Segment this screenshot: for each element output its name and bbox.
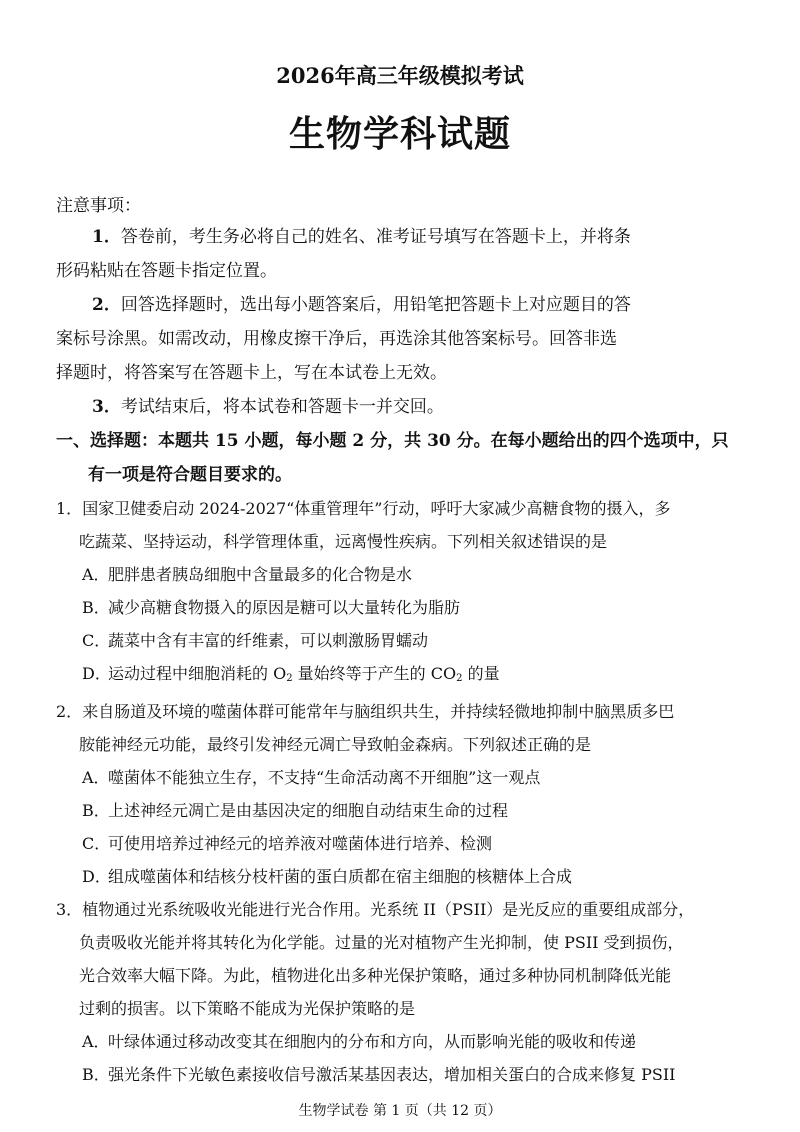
notice-item-3 [56, 390, 744, 424]
notice-item-2 [56, 288, 744, 390]
notice-item-number: 2． [92, 295, 121, 315]
question-1 [56, 492, 744, 695]
question-stem: 国家卫健委启动 2024-2027“体重管理年”行动，呼吁大家减少高糖食物的摄入，多 [82, 499, 671, 518]
question-2 [56, 695, 744, 893]
option-text: 运动过程中细胞消耗的 O [108, 664, 287, 683]
notice-item-number: 3． [92, 397, 121, 417]
section-heading-line: 有一项是符合题目要求的。 [88, 465, 292, 485]
option-letter: B． [82, 801, 110, 820]
notice-item-text: 答卷前，考生务必将自己的姓名、准考证号填写在答题卡上，并将条 [120, 227, 631, 247]
notice-item-text: 择题时，将答案写在答题卡上，写在本试卷上无效。 [56, 363, 447, 383]
question-stem: 吃蔬菜、坚持运动，科学管理体重，远离慢性疾病。下列相关叙述错误的是 [79, 532, 608, 551]
notice-item-text: 回答选择题时，选出每小题答案后，用铅笔把答题卡上对应题目的答 [120, 295, 631, 315]
option-a [56, 1025, 744, 1058]
exam-title: 2026年高三年级模拟考试 [276, 63, 524, 88]
option-d [56, 657, 744, 695]
option-letter: C． [82, 834, 111, 853]
option-letter: B． [82, 1065, 110, 1084]
subject-title: 生物学科试题 [288, 113, 511, 155]
question-stem: 过剩的损害。以下策略不能成为光保护策略的是 [79, 999, 416, 1018]
option-letter: A． [82, 768, 110, 787]
option-text: 蔬菜中含有丰富的纤维素，可以刺激肠胃蠕动 [108, 631, 429, 650]
option-text: 噬菌体不能独立生存，不支持“生命活动离不开细胞”这一观点 [108, 768, 541, 787]
option-letter: C． [82, 631, 111, 650]
option-text: 肥胖患者胰岛细胞中含量最多的化合物是水 [108, 565, 413, 584]
option-letter: D． [82, 664, 111, 683]
option-text: 量始终等于产生的 CO [292, 664, 457, 683]
option-b [56, 794, 744, 827]
option-letter: A． [82, 1032, 110, 1051]
option-text: 的量 [462, 664, 500, 683]
option-text: 叶绿体通过移动改变其在细胞内的分布和方向，从而影响光能的吸收和传递 [108, 1032, 637, 1051]
option-b [56, 1058, 744, 1091]
option-c [56, 624, 744, 657]
option-text: 组成噬菌体和结核分枝杆菌的蛋白质都在宿主细胞的核糖体上合成 [108, 867, 573, 886]
option-text: 可使用培养过神经元的培养液对噬菌体进行培养、检测 [108, 834, 493, 853]
question-number: 3． [56, 900, 83, 919]
question-number: 2． [56, 702, 83, 721]
option-letter: A． [82, 565, 110, 584]
question-stem: 胺能神经元功能，最终引发神经元凋亡导致帕金森病。下列叙述正确的是 [79, 735, 592, 754]
question-3 [56, 893, 744, 1091]
section-heading-line: 一、选择题：本题共 15 小题，每小题 2 分，共 30 分。在每小题给出的四个选项中，只 [56, 431, 729, 451]
subscript: 2 [456, 673, 463, 684]
question-stem: 负责吸收光能并将其转化为化学能。过量的光对植物产生光抑制，使 PSII 受到损伤， [79, 933, 684, 952]
option-c [56, 827, 744, 860]
question-stem: 光合效率大幅下降。为此，植物进化出多种光保护策略，通过多种协同机制降低光能 [79, 966, 672, 985]
question-stem: 来自肠道及环境的噬菌体群可能常年与脑组织共生，并持续轻微地抑制中脑黑质多巴 [82, 702, 675, 721]
subscript: 2 [286, 673, 293, 684]
page-footer: 生物学试卷 第 1 页（共 12 页） [298, 1103, 502, 1119]
option-letter: D． [82, 867, 111, 886]
option-a [56, 558, 744, 591]
notice-item-text: 形码粘贴在答题卡指定位置。 [56, 261, 277, 281]
notice-item-1 [56, 220, 744, 288]
option-text: 上述神经元凋亡是由基因决定的细胞自动结束生命的过程 [108, 801, 509, 820]
section-heading [56, 424, 744, 492]
notice-item-number: 1． [92, 227, 121, 247]
option-text: 减少高糖食物摄入的原因是糖可以大量转化为脂肪 [108, 598, 461, 617]
option-a [56, 761, 744, 794]
notice-item-text: 案标号涂黑。如需改动，用橡皮擦干净后，再选涂其他答案标号。回答非选 [56, 329, 617, 349]
notice-heading: 注意事项： [56, 196, 141, 216]
option-letter: B． [82, 598, 110, 617]
notice-item-text: 考试结束后，将本试卷和答题卡一并交回。 [120, 397, 444, 417]
option-text: 强光条件下光敏色素接收信号激活某基因表达，增加相关蛋白的合成来修复 PSII [108, 1065, 676, 1084]
question-stem: 植物通过光系统吸收光能进行光合作用。光系统 II（PSII）是光反应的重要组成部分， [82, 900, 695, 919]
option-d [56, 860, 744, 893]
question-number: 1． [56, 499, 83, 518]
option-b [56, 591, 744, 624]
